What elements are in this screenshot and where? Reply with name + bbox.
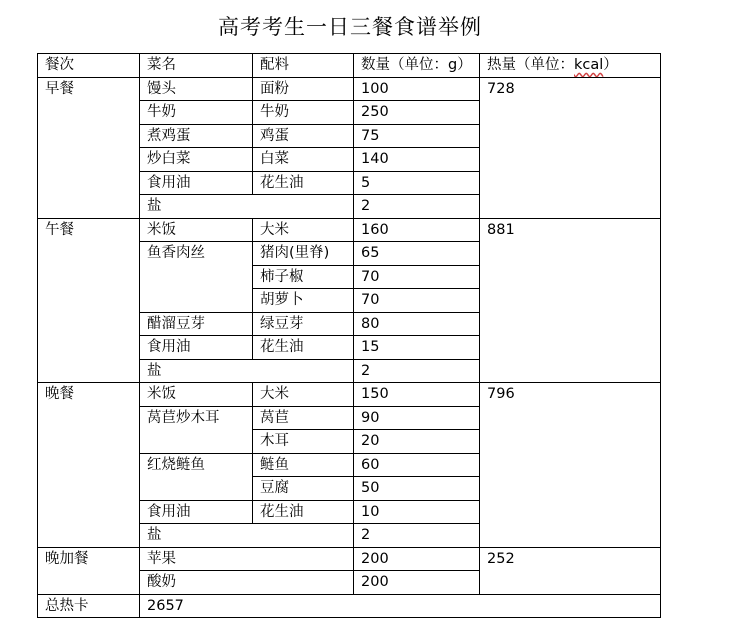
ingredient-cell: 莴苣 (253, 406, 354, 430)
header-amount: 数量（单位：g） (354, 54, 480, 78)
dish-cell: 食用油 (140, 500, 253, 524)
dish-cell: 食用油 (140, 171, 253, 195)
ingredient-cell: 大米 (253, 218, 354, 242)
amount-cell: 2 (354, 524, 480, 548)
dish-cell: 盐 (140, 359, 354, 383)
header-ingredient: 配料 (253, 54, 354, 78)
amount-cell: 50 (354, 477, 480, 501)
header-dish: 菜名 (140, 54, 253, 78)
amount-cell: 70 (354, 289, 480, 313)
total-row (38, 594, 661, 618)
total-value: 2657 (140, 594, 661, 618)
ingredient-cell: 大米 (253, 383, 354, 407)
dish-cell: 红烧鲢鱼 (140, 453, 253, 500)
table-row (38, 77, 661, 101)
ingredient-cell: 豆腐 (253, 477, 354, 501)
header-heat-suffix: ） (603, 57, 618, 73)
amount-cell: 90 (354, 406, 480, 430)
meal-cell-breakfast: 早餐 (38, 77, 140, 218)
header-meal: 餐次 (38, 54, 140, 78)
meal-cell-lunch: 午餐 (38, 218, 140, 383)
amount-cell: 200 (354, 571, 480, 595)
amount-cell: 160 (354, 218, 480, 242)
meal-plan-table (37, 53, 661, 618)
ingredient-cell: 木耳 (253, 430, 354, 454)
dish-cell: 米饭 (140, 383, 253, 407)
dish-cell: 醋溜豆芽 (140, 312, 253, 336)
amount-cell: 2 (354, 195, 480, 219)
amount-cell: 100 (354, 77, 480, 101)
ingredient-cell: 花生油 (253, 336, 354, 360)
table-row (38, 383, 661, 407)
amount-cell: 10 (354, 500, 480, 524)
total-label: 总热卡 (38, 594, 140, 618)
dish-cell: 盐 (140, 524, 354, 548)
dish-cell: 莴苣炒木耳 (140, 406, 253, 453)
table-row (38, 547, 661, 571)
dish-cell: 炒白菜 (140, 148, 253, 172)
heat-cell-snack: 252 (480, 547, 661, 594)
amount-cell: 5 (354, 171, 480, 195)
ingredient-cell: 鸡蛋 (253, 124, 354, 148)
ingredient-cell: 柿子椒 (253, 265, 354, 289)
amount-cell: 75 (354, 124, 480, 148)
page-title: 高考考生一日三餐食谱举例 (218, 15, 482, 39)
amount-cell: 250 (354, 101, 480, 125)
ingredient-cell: 花生油 (253, 500, 354, 524)
ingredient-cell: 花生油 (253, 171, 354, 195)
dish-cell: 盐 (140, 195, 354, 219)
dish-cell: 鱼香肉丝 (140, 242, 253, 313)
amount-cell: 2 (354, 359, 480, 383)
header-heat (480, 54, 661, 78)
amount-cell: 200 (354, 547, 480, 571)
amount-cell: 60 (354, 453, 480, 477)
table-row (38, 218, 661, 242)
meal-cell-snack: 晚加餐 (38, 547, 140, 594)
amount-cell: 65 (354, 242, 480, 266)
amount-cell: 140 (354, 148, 480, 172)
amount-cell: 20 (354, 430, 480, 454)
dish-cell: 馒头 (140, 77, 253, 101)
ingredient-cell: 面粉 (253, 77, 354, 101)
ingredient-cell: 鲢鱼 (253, 453, 354, 477)
ingredient-cell: 白菜 (253, 148, 354, 172)
dish-cell: 苹果 (140, 547, 354, 571)
ingredient-cell: 牛奶 (253, 101, 354, 125)
header-heat-prefix: 热量（单位： (487, 57, 574, 73)
amount-cell: 15 (354, 336, 480, 360)
table-header-row (38, 54, 661, 78)
ingredient-cell: 胡萝卜 (253, 289, 354, 313)
header-heat-unit: kcal (574, 57, 604, 73)
dish-cell: 牛奶 (140, 101, 253, 125)
amount-cell: 70 (354, 265, 480, 289)
amount-cell: 80 (354, 312, 480, 336)
ingredient-cell: 绿豆芽 (253, 312, 354, 336)
dish-cell: 酸奶 (140, 571, 354, 595)
heat-cell-lunch: 881 (480, 218, 661, 383)
heat-cell-dinner: 796 (480, 383, 661, 548)
meal-cell-dinner: 晚餐 (38, 383, 140, 548)
heat-cell-breakfast: 728 (480, 77, 661, 218)
ingredient-cell: 猪肉(里脊) (253, 242, 354, 266)
dish-cell: 食用油 (140, 336, 253, 360)
amount-cell: 150 (354, 383, 480, 407)
dish-cell: 米饭 (140, 218, 253, 242)
dish-cell: 煮鸡蛋 (140, 124, 253, 148)
